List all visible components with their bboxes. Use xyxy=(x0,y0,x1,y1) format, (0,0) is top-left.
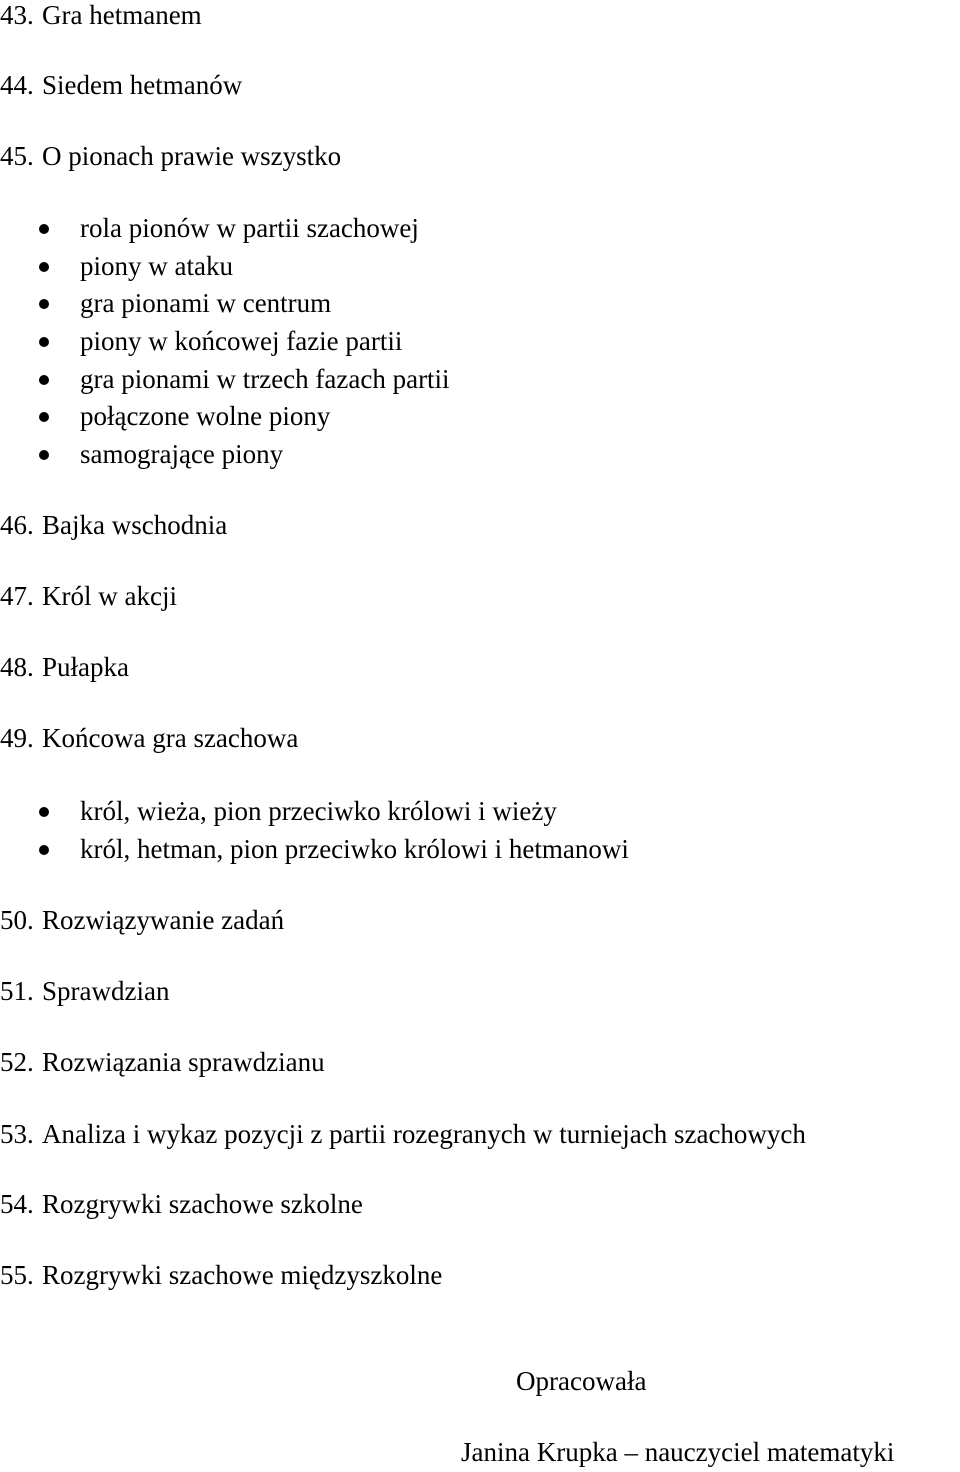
list-item-50 xyxy=(0,905,284,935)
bullet-text: samogrające piony xyxy=(80,439,284,469)
signature-label: Opracowała xyxy=(516,1366,647,1396)
item-number: 51. xyxy=(0,976,34,1006)
list-item-53 xyxy=(0,1119,806,1149)
item-number: 53. xyxy=(0,1119,34,1149)
bullet-text: piony w ataku xyxy=(80,251,233,281)
bullet-icon xyxy=(39,412,49,422)
list-item-46 xyxy=(0,510,227,540)
bullet-text: gra pionami w trzech fazach partii xyxy=(80,364,450,394)
item-text: Siedem hetmanów xyxy=(42,70,243,100)
bullet-text: połączone wolne piony xyxy=(80,401,331,431)
item-text: Rozgrywki szachowe szkolne xyxy=(42,1189,363,1219)
item-number: 47. xyxy=(0,581,34,611)
signature-name: Janina Krupka – nauczyciel matematyki xyxy=(461,1437,895,1467)
bullet-text: gra pionami w centrum xyxy=(80,288,332,318)
item-text: Analiza i wykaz pozycji z partii rozegranych w turniejach szachowych xyxy=(42,1119,806,1149)
list-item-49 xyxy=(0,723,298,753)
bullet-icon xyxy=(39,337,49,347)
item-text: O pionach prawie wszystko xyxy=(42,141,342,171)
bullet-text: król, hetman, pion przeciwko królowi i hetmanowi xyxy=(80,834,629,864)
bullet-icon xyxy=(39,375,49,385)
item-number: 46. xyxy=(0,510,34,540)
list-item-47 xyxy=(0,581,177,611)
list-item-55 xyxy=(0,1260,442,1290)
item-text: Bajka wschodnia xyxy=(42,510,228,540)
item-number: 52. xyxy=(0,1047,34,1077)
item-text: Gra hetmanem xyxy=(42,0,202,30)
bullet-icon xyxy=(39,807,49,817)
bullet-text: piony w końcowej fazie partii xyxy=(80,326,403,356)
list-item-43 xyxy=(0,0,202,30)
item-number: 48. xyxy=(0,652,34,682)
list-item-52 xyxy=(0,1047,325,1077)
item-text: Pułapka xyxy=(42,652,129,682)
bullet-icon xyxy=(39,845,49,855)
bullet-icon xyxy=(39,224,49,234)
item-text: Rozwiązywanie zadań xyxy=(42,905,285,935)
item-text: Król w akcji xyxy=(42,581,177,611)
item-number: 44. xyxy=(0,70,34,100)
list-item-51 xyxy=(0,976,169,1006)
bullet-text: rola pionów w partii szachowej xyxy=(80,213,419,243)
item-text: Sprawdzian xyxy=(42,976,170,1006)
bullet-icon xyxy=(39,299,49,309)
item-number: 55. xyxy=(0,1260,34,1290)
item-number: 45. xyxy=(0,141,34,171)
item-text: Rozgrywki szachowe międzyszkolne xyxy=(42,1260,443,1290)
list-item-54 xyxy=(0,1189,363,1219)
bullet-icon xyxy=(39,450,49,460)
item-text: Końcowa gra szachowa xyxy=(42,723,299,753)
list-item-48 xyxy=(0,652,129,682)
bullet-icon xyxy=(39,262,49,272)
item-number: 49. xyxy=(0,723,34,753)
item-number: 50. xyxy=(0,905,34,935)
item-text: Rozwiązania sprawdzianu xyxy=(42,1047,325,1077)
list-item-45 xyxy=(0,141,341,171)
list-item-44 xyxy=(0,70,242,100)
bullet-text: król, wieża, pion przeciwko królowi i wieży xyxy=(80,796,557,826)
item-number: 43. xyxy=(0,0,34,30)
item-number: 54. xyxy=(0,1189,34,1219)
